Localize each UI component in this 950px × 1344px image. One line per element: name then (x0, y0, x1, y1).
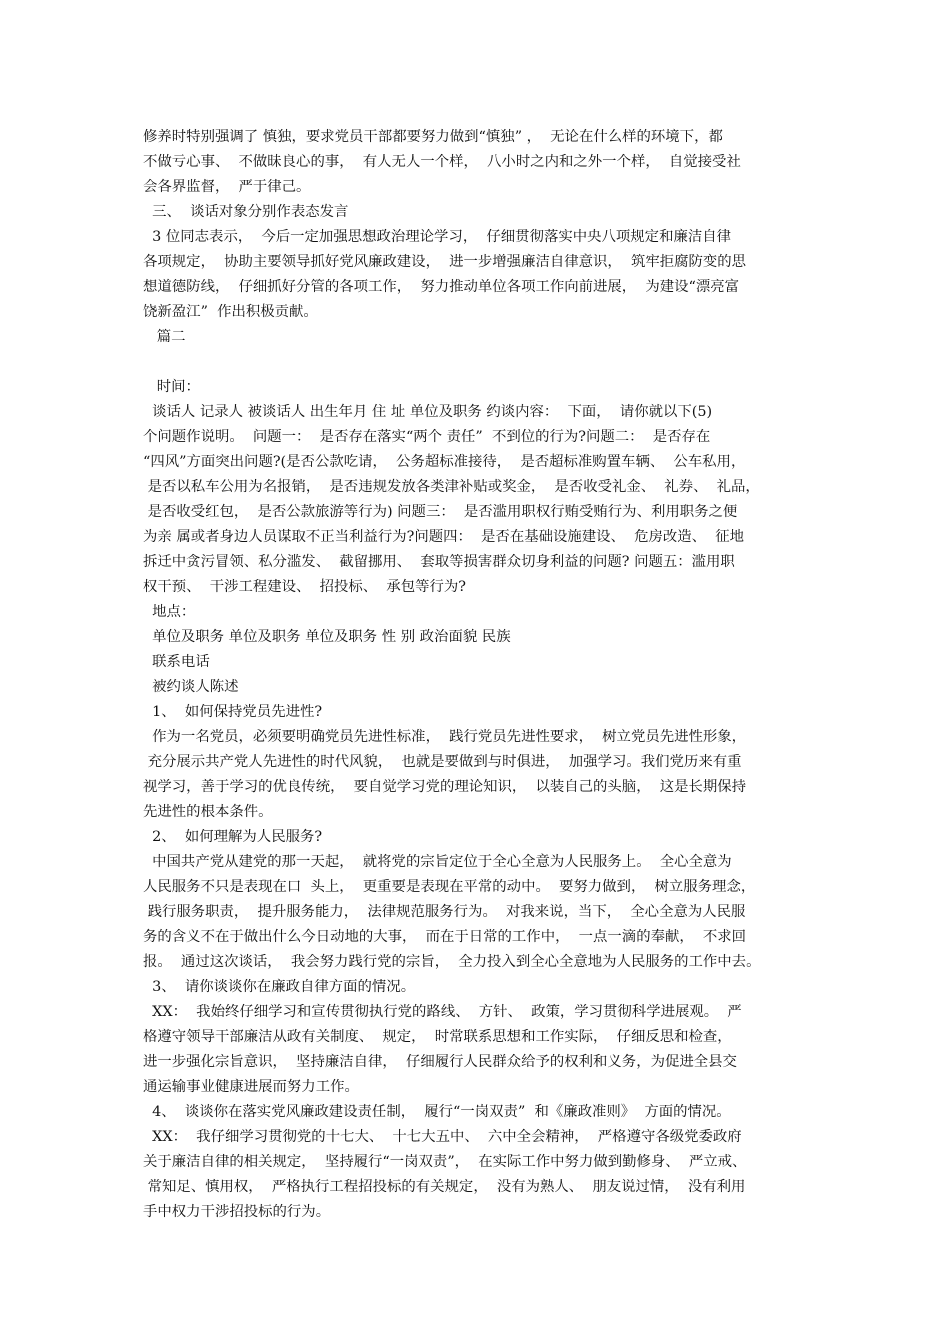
text-line: 是否收受红包， 是否公款旅游等行为) 问题三： 是否滥用职权行贿受贿行为、利用职务之便 (143, 504, 738, 520)
text-line: 各项规定， 协助主要领导抓好党风廉政建设， 进一步增强廉洁自律意识， 筑牢拒腐防变的思 (143, 254, 747, 270)
text-line: 视学习，善于学习的优良传统， 要自觉学习党的理论知识， 以装自己的头脑， 这是长期保持 (143, 779, 747, 795)
text-line: 进一步强化宗旨意识， 坚持廉洁自律， 仔细履行人民群众给予的权利和义务，为促进全县交 (143, 1054, 737, 1070)
text-line: 修养时特别强调了 慎独，要求党员干部都要努力做到“慎独” ， 无论在什么样的环境下，都 (143, 129, 723, 145)
text-line: 通运输事业健康进展而努力工作。 (143, 1079, 359, 1095)
location-label: 地点： (143, 604, 196, 620)
text-line: 谈话人 记录人 被谈话人 出生年月 住 址 单位及职务 约谈内容： 下面， 请你就以下(5) (143, 404, 713, 420)
question-heading: 1、 如何保持党员先进性? (143, 704, 323, 720)
text-line: XX： 我始终仔细学习和宣传贯彻执行党的路线、 方针、 政策，学习贯彻科学进展观。 严 (143, 1004, 742, 1020)
text-line: “四风”方面突出问题?(是否公款吃请， 公务超标准接待， 是否超标准购置车辆、 公车私用， (143, 454, 746, 470)
time-label: 时间： (143, 379, 200, 395)
text-line: 充分展示共产党人先进性的时代风貌， 也就是要做到与时俱进， 加强学习。我们党历来有重 (143, 754, 742, 770)
text-line: 格遵守领导干部廉洁从政有关制度、 规定， 时常联系思想和工作实际， 仔细反思和检查， (143, 1029, 732, 1045)
question-heading: 3、 请你谈谈你在廉政自律方面的情况。 (143, 979, 416, 995)
part-heading: 篇二 (143, 329, 186, 345)
text-line: 会各界监督， 严于律己。 (143, 179, 311, 195)
text-line: 人民服务不只是表现在口 头上， 更重要是表现在平常的动中。 要努力做到， 树立服务理念， (143, 879, 756, 895)
statement-label: 被约谈人陈述 (143, 679, 239, 695)
text-line: 务的含义不在于做出什么今日动地的大事， 而在于日常的工作中， 一点一滴的奉献， 不求回 (143, 929, 747, 945)
text-line: 为亲 属或者身边人员谋取不正当利益行为?问题四： 是否在基础设施建设、 危房改造、 征地 (143, 529, 744, 545)
blank-line (143, 350, 815, 375)
text-line: 饶新盈江” 作出积极贡献。 (143, 304, 318, 320)
text-line: 权干预、 干涉工程建设、 招投标、 承包等行为? (143, 579, 466, 595)
text-line: 是否以私车公用为名报销， 是否违规发放各类津补贴或奖金， 是否收受礼金、 礼券、 礼品， (143, 479, 760, 495)
phone-label: 联系电话 (143, 654, 210, 670)
text-line: 手中权力干涉招投标的行为。 (143, 1204, 331, 1220)
form-fields-line: 单位及职务 单位及职务 单位及职务 性 别 政治面貌 民族 (143, 629, 511, 645)
text-line: XX： 我仔细学习贯彻党的十七大、 十七大五中、 六中全会精神， 严格遵守各级党委政府 (143, 1129, 742, 1145)
section-heading: 三、 谈话对象分别作表态发言 (143, 204, 349, 220)
document-body (143, 125, 815, 1225)
text-line: 践行服务职责， 提升服务能力， 法律规范服务行为。 对我来说，当下， 全心全意为人民服 (143, 904, 746, 920)
text-line: 关于廉洁自律的相关规定， 坚持履行“一岗双责”， 在实际工作中努力做到勤修身、 严立戒、 (143, 1154, 747, 1170)
text-line: 报。 通过这次谈话， 我会努力践行党的宗旨， 全力投入到全心全意地为人民服务的工作中去。 (143, 954, 761, 970)
question-heading: 4、 谈谈你在落实党风廉政建设责任制， 履行“一岗双责” 和《廉政准则》 方面的情况。 (143, 1104, 731, 1120)
text-line: 作为一名党员，必须要明确党员先进性标准， 践行党员先进性要求， 树立党员先进性形象， (143, 729, 747, 745)
text-line: 常知足、慎用权， 严格执行工程招投标的有关规定， 没有为熟人、 朋友说过情， 没有利用 (143, 1179, 746, 1195)
text-line: 不做亏心事、 不做昧良心的事， 有人无人一个样， 八小时之内和之外一个样， 自觉接受社 (143, 154, 741, 170)
text-line: 中国共产党从建党的那一天起， 就将党的宗旨定位于全心全意为人民服务上。 全心全意为 (143, 854, 732, 870)
question-heading: 2、 如何理解为人民服务? (143, 829, 323, 845)
text-line: 拆迁中贪污冒领、私分滥发、 截留挪用、 套取等损害群众切身利益的问题? 问题五：滥用职 (143, 554, 735, 570)
text-line: 想道德防线， 仔细抓好分管的各项工作， 努力推动单位各项工作向前进展， 为建设“漂亮富 (143, 279, 740, 295)
text-line: 个问题作说明。 问题一： 是否存在落实“两个 责任” 不到位的行为?问题二： 是否存在 (143, 429, 711, 445)
text-line: 先进性的根本条件。 (143, 804, 273, 820)
text-line: 3 位同志表示， 今后一定加强思想政治理论学习， 仔细贯彻落实中央八项规定和廉洁自律 (143, 229, 732, 245)
